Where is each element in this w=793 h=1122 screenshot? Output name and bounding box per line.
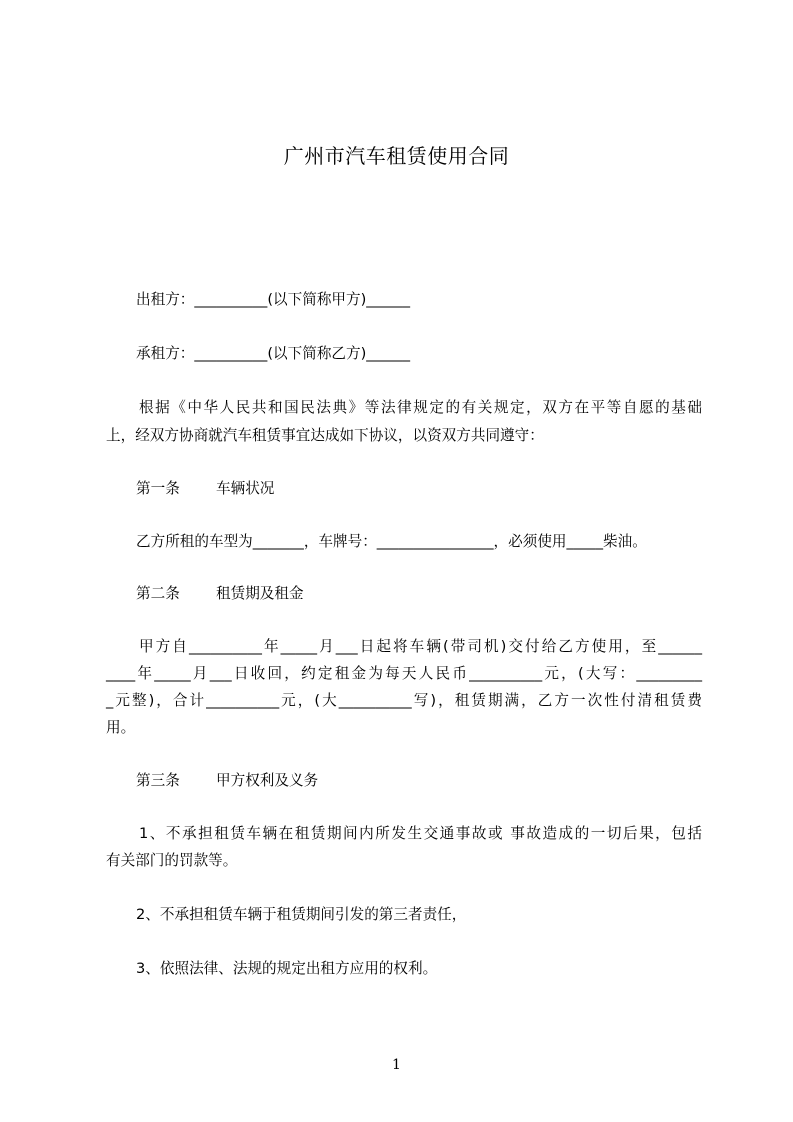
article-1-line-1: 乙方所租的车型为_______，车牌号：________________，必须使用_____柴油。 xyxy=(136,533,647,550)
lessee-line: 承租方：__________(以下简称乙方)______ xyxy=(136,345,411,362)
preamble-line-1: 根据《中华人民共和国民法典》等法律规定的有关规定，双方在平等自愿的基础 xyxy=(139,399,702,416)
lessor-line: 出租方：__________(以下简称甲方)______ xyxy=(136,291,411,308)
article-3-item-2: 2、不承担租赁车辆于租赁期间引发的第三者责任， xyxy=(136,906,467,923)
article-3-item-3: 3、依照法律、法规的规定出租方应用的权利。 xyxy=(136,960,438,977)
preamble-line-2: 上，经双方协商就汽车租赁事宜达成如下协议，以资双方共同遵守： xyxy=(106,427,544,444)
article-1-number: 第一条 xyxy=(136,480,180,497)
article-1-name: 车辆状况 xyxy=(216,480,275,497)
article-3-item-1-line-2: 有关部门的罚款等。 xyxy=(106,852,238,869)
article-3-item-1-line-1: 1、不承担租赁车辆在租赁期间内所发生交通事故或 事故造成的一切后果，包括 xyxy=(139,825,702,842)
article-2-name: 租赁期及租金 xyxy=(216,585,304,602)
article-2-line-1: 甲方自__________年_____月___日起将车辆(带司机)交付给乙方使用，至______ xyxy=(139,638,702,655)
document-title: 广州市汽车租赁使用合同 xyxy=(283,144,510,168)
article-2-line-4: 用。 xyxy=(106,719,136,736)
article-2-number: 第二条 xyxy=(136,585,180,602)
article-3-number: 第三条 xyxy=(136,772,180,789)
page-number: 1 xyxy=(392,1057,401,1073)
article-3-name: 甲方权利及义务 xyxy=(216,772,319,789)
article-2-line-3: _元整)，合计__________元，(大__________写)，租赁期满，乙方一次性付清租赁费 xyxy=(106,692,702,709)
article-2-line-2: ____年_____月___日收回，约定租金为每天人民币__________元，(大写：_________ xyxy=(106,665,702,682)
